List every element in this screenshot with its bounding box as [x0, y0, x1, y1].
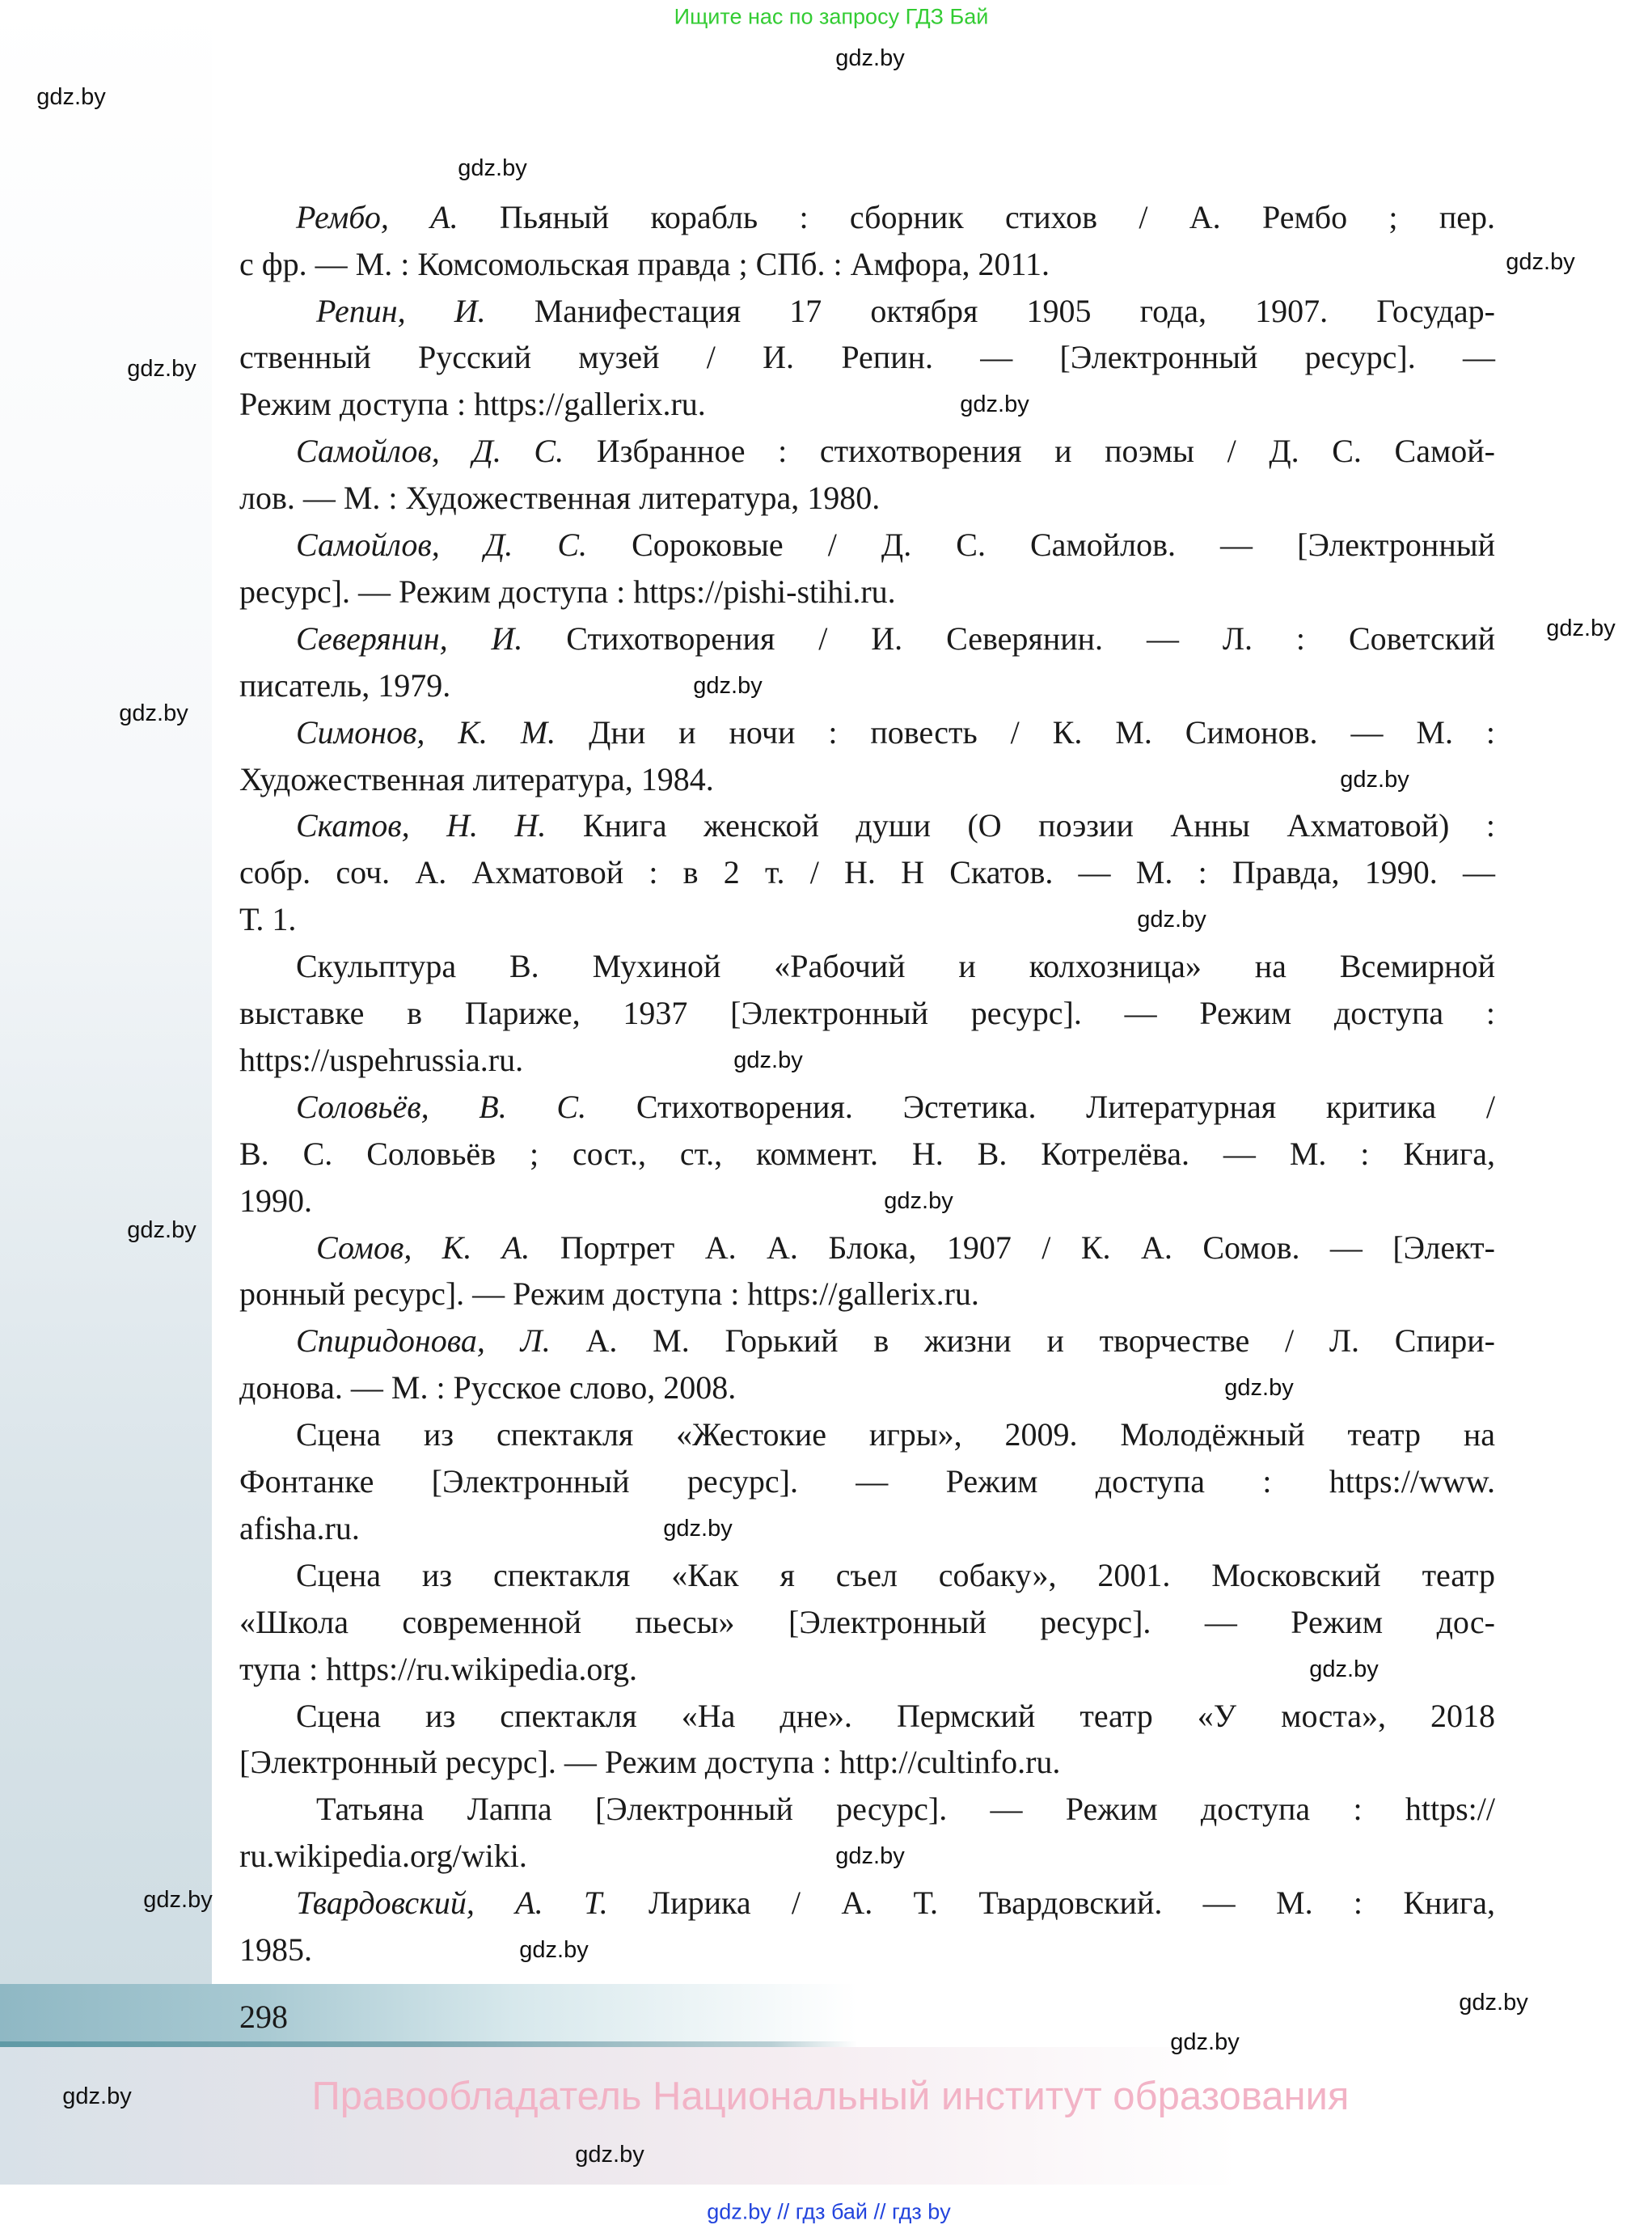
entry-line: [239, 569, 896, 615]
watermark-text: gdz.by: [127, 356, 196, 382]
watermark-text: gdz.by: [1340, 766, 1409, 793]
entry-line: [239, 990, 1495, 1037]
entry-line: [239, 1646, 637, 1693]
entry-text: Сцена из спектакля «На дне». Пермский театр «У моста», 2018: [296, 1697, 1495, 1734]
entry-text: ственный Русский музей / И. Репин. — [Электронный ресурс]. —: [239, 339, 1495, 376]
entry-text[interactable]: тупа : https://ru.wikipedia.org.: [239, 1650, 638, 1687]
entry-line: [296, 522, 1495, 569]
entry-text[interactable]: ронный ресурс]. — Режим доступа : https://gallerix.ru.: [239, 1275, 979, 1313]
entry-text: ru.wikipedia.org/wiki.: [239, 1838, 527, 1875]
entry-author: Сомов, К. А.: [316, 1229, 530, 1266]
entry-text: afisha.ru.: [239, 1509, 360, 1546]
entry-text: донова. — М. : Русское слово, 2008.: [239, 1369, 737, 1406]
watermark-text: gdz.by: [1309, 1656, 1379, 1682]
entry-text: Лирика / А. Т. Твардовский. — М. : Книга,: [607, 1884, 1495, 1922]
entry-text: Дни и ночи : повесть / К. М. Симонов. — М. :: [556, 713, 1496, 751]
watermark-text: gdz.by: [36, 84, 106, 110]
entry-text: лов. — М. : Художественная литература, 1980.: [239, 480, 881, 517]
entry-text: В. С. Соловьёв ; сост., ст., коммент. Н. В. Котрелёва. — М. : Книга,: [239, 1135, 1495, 1172]
entry-text: 1985.: [239, 1931, 312, 1968]
entry-line: [239, 241, 1050, 288]
entry-author: Твардовский, А. Т.: [296, 1884, 608, 1922]
entry-text: выставке в Париже, 1937 [Электронный ресурс]. — Режим доступа :: [239, 995, 1495, 1031]
watermark-text: gdz.by: [835, 1843, 905, 1870]
entry-text: Художественная литература, 1984.: [239, 760, 714, 797]
entry-line: [296, 428, 1495, 475]
entry-text: Манифестация 17 октября 1905 года, 1907. Государ-: [485, 292, 1495, 329]
top-ad-text[interactable]: Ищите нас по запросу ГДЗ Бай: [674, 4, 989, 29]
watermark-text: gdz.by: [1137, 907, 1206, 933]
entry-author: Рембо, А.: [296, 198, 458, 235]
entry-line: [296, 1880, 1495, 1927]
entry-text: Сцена из спектакля «Как я съел собаку», 2001. Московский театр: [296, 1556, 1495, 1593]
entry-text[interactable]: Фонтанке [Электронный ресурс]. — Режим доступа : https://www.: [239, 1463, 1495, 1500]
watermark-text: gdz.by: [575, 2142, 644, 2168]
entry-line: [316, 288, 1495, 335]
entry-author: Северянин, И.: [296, 620, 523, 657]
entry-text[interactable]: Режим доступа : https://gallerix.ru.: [239, 386, 706, 423]
entry-author: Соловьёв, В. С.: [296, 1088, 587, 1125]
entry-line: [296, 1411, 1495, 1458]
entry-text: Сороковые / Д. С. Самойлов. — [Электронный: [587, 527, 1496, 563]
entry-line: [239, 1505, 360, 1552]
entry-text: Пьяный корабль : сборник стихов / А. Рембо ; пер.: [458, 198, 1496, 235]
watermark-text: gdz.by: [1459, 1990, 1528, 2016]
entry-line: [239, 1599, 1495, 1646]
entry-text: А. М. Горький в жизни и творчестве / Л. Спири-: [550, 1322, 1495, 1360]
entry-text[interactable]: https://uspehrussia.ru.: [239, 1041, 524, 1078]
entry-text: Стихотворения. Эстетика. Литературная критика /: [586, 1088, 1495, 1125]
bottom-links[interactable]: gdz.by // гдз бай // гдз by: [707, 2199, 951, 2224]
entry-author: Самойлов, Д. С.: [296, 433, 564, 470]
watermark-text: gdz.by: [835, 45, 905, 71]
entry-line: [239, 1271, 979, 1318]
entry-text: с фр. — М. : Комсомольская правда ; СПб. : Амфора, 2011.: [239, 245, 1050, 282]
watermark-text: gdz.by: [119, 700, 188, 726]
entry-line: [239, 475, 880, 522]
entry-line: [239, 1037, 523, 1084]
entry-line: [239, 1178, 312, 1225]
entry-line: [239, 1458, 1495, 1505]
entry-line: [296, 709, 1495, 756]
entry-text: писатель, 1979.: [239, 666, 451, 704]
entry-line: [239, 849, 1495, 896]
watermark-text: gdz.by: [1546, 615, 1616, 641]
entry-text: Т. 1.: [239, 901, 297, 938]
watermark-text: gdz.by: [1506, 249, 1575, 275]
watermark-text: gdz.by: [733, 1047, 803, 1073]
entry-line: [296, 1084, 1495, 1131]
watermark-text: gdz.by: [1224, 1375, 1294, 1402]
entry-line: [239, 756, 714, 803]
left-decorative-strip: [0, 0, 212, 1984]
watermark-text: gdz.by: [62, 2083, 132, 2109]
watermark-text: gdz.by: [663, 1515, 733, 1542]
entry-text: собр. соч. А. Ахматовой : в 2 т. / Н. Н Скатов. — М. : Правда, 1990. —: [239, 854, 1495, 891]
entry-author: Спиридонова, Л.: [296, 1322, 551, 1360]
entry-text[interactable]: Татьяна Лаппа [Электронный ресурс]. — Режим доступа : https://: [316, 1791, 1495, 1828]
entry-author: Репин, И.: [316, 292, 486, 329]
entry-line: [316, 1786, 1495, 1833]
entry-line: [239, 662, 450, 709]
entry-text: Сцена из спектакля «Жестокие игры», 2009. Молодёжный театр на: [296, 1416, 1495, 1453]
entry-line: [296, 1318, 1495, 1364]
watermark-text: gdz.by: [458, 155, 527, 181]
entry-line: [296, 943, 1495, 990]
entry-line: [239, 381, 706, 428]
entry-line: [296, 194, 1495, 241]
entry-text: Портрет А. А. Блока, 1907 / К. А. Сомов. — [Элект-: [530, 1229, 1495, 1266]
entry-line: [239, 1739, 1060, 1786]
watermark-text: gdz.by: [884, 1187, 953, 1214]
entry-text: 1990.: [239, 1182, 312, 1219]
entry-line: [239, 334, 1495, 381]
entry-line: [316, 1225, 1495, 1271]
entry-text: Книга женской души (О поэзии Анны Ахматовой) :: [546, 807, 1495, 844]
watermark-text: gdz.by: [960, 391, 1029, 418]
entry-text: Избранное : стихотворения и поэмы / Д. С. Самой-: [564, 433, 1495, 470]
watermark-text: gdz.by: [143, 1887, 213, 1913]
entry-text[interactable]: ресурс]. — Режим доступа : https://pishi-stihi.ru.: [239, 573, 896, 610]
watermark-text: gdz.by: [127, 1217, 196, 1243]
entry-line: [239, 896, 296, 943]
entry-author: Самойлов, Д. С.: [296, 527, 588, 563]
entry-line: [239, 1364, 736, 1411]
entry-line: [296, 615, 1495, 662]
entry-text: Скульптура В. Мухиной «Рабочий и колхозница» на Всемирной: [296, 948, 1495, 985]
entry-line: [296, 1552, 1495, 1599]
watermark-text: gdz.by: [693, 672, 763, 699]
entry-author: Скатов, Н. Н.: [296, 807, 547, 844]
footer-band-line: [0, 2041, 857, 2047]
copyright-notice: Правообладатель Национальный институт образования: [311, 2075, 1350, 2118]
footer-band: [0, 1984, 857, 2042]
entry-line: [296, 1693, 1495, 1740]
page-number: 298: [239, 1999, 288, 2035]
entry-text[interactable]: [Электронный ресурс]. — Режим доступа : http://cultinfo.ru.: [239, 1744, 1061, 1781]
entry-line: [239, 1833, 527, 1880]
entry-line: [239, 1927, 312, 1973]
watermark-text: gdz.by: [519, 1937, 589, 1963]
entry-line: [296, 802, 1495, 849]
entry-author: Симонов, К. М.: [296, 713, 556, 751]
entry-text: «Школа современной пьесы» [Электронный ресурс]. — Режим дос-: [239, 1603, 1495, 1640]
watermark-text: gdz.by: [1170, 2029, 1240, 2055]
entry-text: Стихотворения / И. Северянин. — Л. : Советский: [522, 620, 1495, 657]
entry-line: [239, 1131, 1495, 1178]
